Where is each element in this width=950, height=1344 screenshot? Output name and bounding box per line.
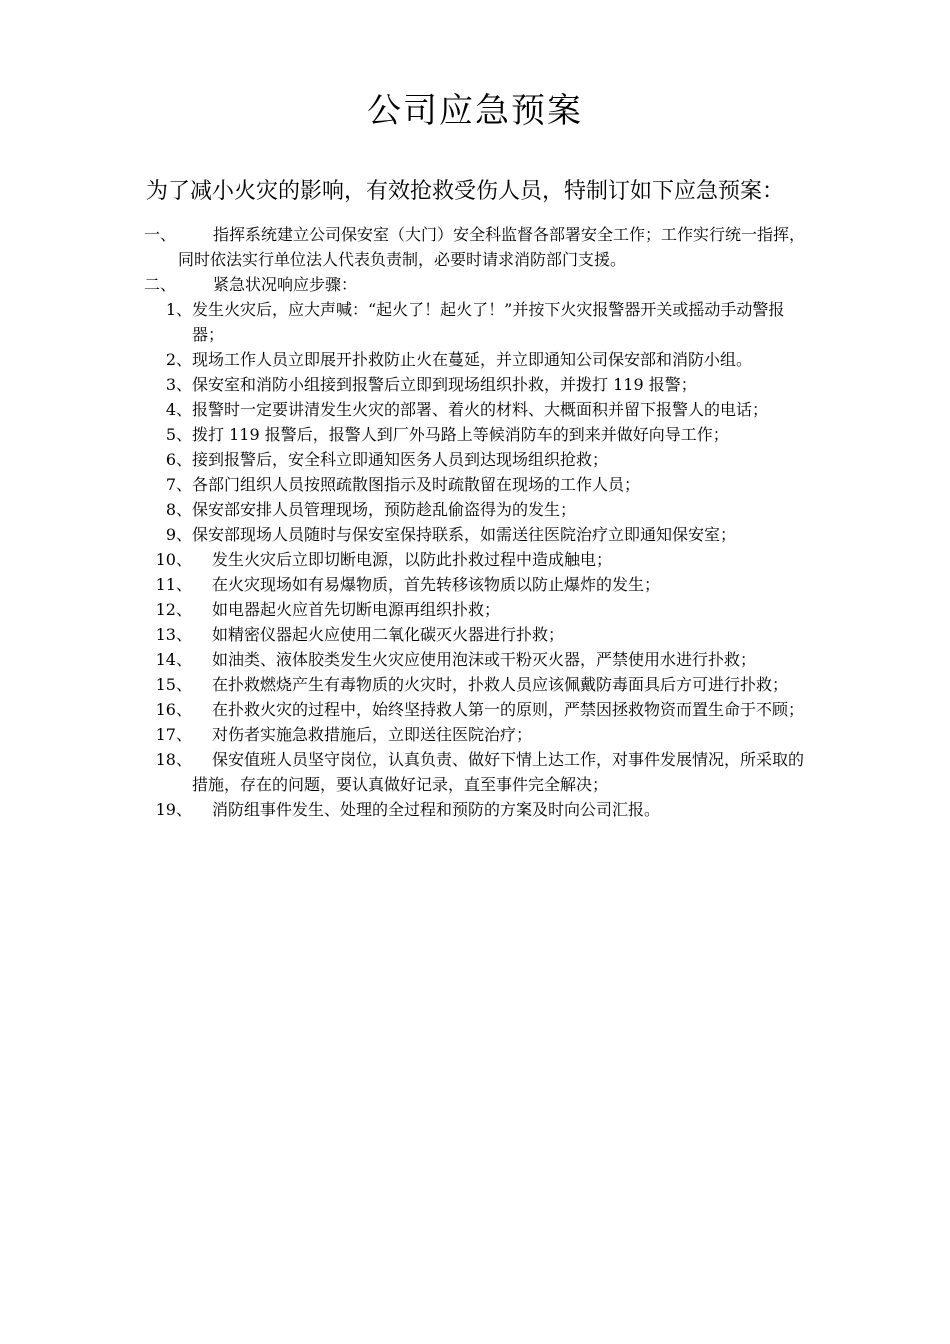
list-item [144,347,814,372]
item-number: 7、 [165,475,192,494]
list-item [144,297,814,347]
item-text: 在扑救燃烧产生有毒物质的火灾时，扑救人员应该佩戴防毒面具后方可进行扑救； [212,675,789,694]
item-text: 保安室和消防小组接到报警后立即到现场组织扑救，并拨打 119 报警； [192,375,697,394]
item-number: 2、 [165,350,192,369]
list-item [144,747,814,797]
list-item [144,572,814,597]
item-text: 保安值班人员坚守岗位，认真负责、做好下情上达工作，对事件发展情况，所采取的措施，存在的问题，要认真做好记录，直至事件完全解决； [192,750,805,794]
list-item [144,647,814,672]
item-number: 3、 [165,375,192,394]
item-number: 12、 [155,600,192,619]
item-number: 16、 [155,700,192,719]
item-text: 发生火灾后，应大声喊：“起火了！起火了！”并按下火灾报警器开关或摇动手动警报器； [192,300,785,344]
list-item [144,547,814,572]
item-number: 8、 [165,500,192,519]
item-text: 在火灾现场如有易爆物质，首先转移该物质以防止爆炸的发生； [212,575,661,594]
item-text: 各部门组织人员按照疏散图指示及时疏散留在现场的工作人员； [192,475,641,494]
item-number: 10、 [155,550,192,569]
section-number: 二、 [144,275,177,294]
response-steps-list [144,297,814,822]
section-text: 紧急状况响应步骤： [213,275,358,294]
list-item [144,472,814,497]
document-body [144,222,814,822]
list-item [144,672,814,697]
list-item [144,597,814,622]
item-number: 6、 [165,450,192,469]
item-number: 17、 [155,725,192,744]
list-item [144,497,814,522]
item-text: 在扑救火灾的过程中，始终坚持救人第一的原则，严禁因拯救物资而置生命于不顾； [212,700,805,719]
list-item [144,522,814,547]
item-text: 对伤者实施急救措施后，立即送往医院治疗； [212,725,533,744]
item-number: 9、 [165,525,192,544]
item-text: 现场工作人员立即展开扑救防止火在蔓延，并立即通知公司保安部和消防小组。 [192,350,753,369]
list-item [144,797,814,822]
item-text: 如电器起火应首先切断电源再组织扑救； [212,600,501,619]
item-text: 拨打 119 报警后，报警人到厂外马路上等候消防车的到来并做好向导工作； [192,425,729,444]
section-two [144,272,814,297]
item-number: 5、 [165,425,192,444]
document-title: 公司应急预案 [367,91,583,131]
section-number: 一、 [144,225,177,244]
item-number: 15、 [155,675,192,694]
item-number: 18、 [155,750,192,769]
item-number: 19、 [155,800,192,819]
list-item [144,447,814,472]
item-text: 如油类、液体胶类发生火灾应使用泡沫或干粉灭火器，严禁使用水进行扑救； [212,650,757,669]
list-item [144,722,814,747]
item-text: 接到报警后，安全科立即通知医务人员到达现场组织抢救； [192,450,609,469]
item-number: 1、 [165,300,192,319]
section-one [144,222,814,272]
item-text: 保安部现场人员随时与保安室保持联系，如需送往医院治疗立即通知保安室； [192,525,737,544]
list-item [144,397,814,422]
item-text: 保安部安排人员管理现场，预防趁乱偷盗得为的发生； [192,500,577,519]
list-item [144,372,814,397]
item-number: 13、 [155,625,192,644]
item-number: 14、 [155,650,192,669]
section-text: 指挥系统建立公司保安室（大门）安全科监督各部署安全工作；工作实行统一指挥，同时依法实行单位法人代表负责制，必要时请求消防部门支援。 [178,225,806,269]
list-item [144,422,814,447]
item-text: 报警时一定要讲清发生火灾的部署、着火的材料、大概面积并留下报警人的电话； [192,400,769,419]
item-text: 消防组事件发生、处理的全过程和预防的方案及时向公司汇报。 [212,800,661,819]
list-item [144,697,814,722]
list-item [144,622,814,647]
item-text: 如精密仪器起火应使用二氧化碳灭火器进行扑救； [212,625,565,644]
item-text: 发生火灾后立即切断电源，以防此扑救过程中造成触电； [212,550,613,569]
intro-paragraph: 为了减小火灾的影响，有效抢救受伤人员，特制订如下应急预案： [146,179,785,204]
item-number: 11、 [155,575,192,594]
item-number: 4、 [165,400,192,419]
